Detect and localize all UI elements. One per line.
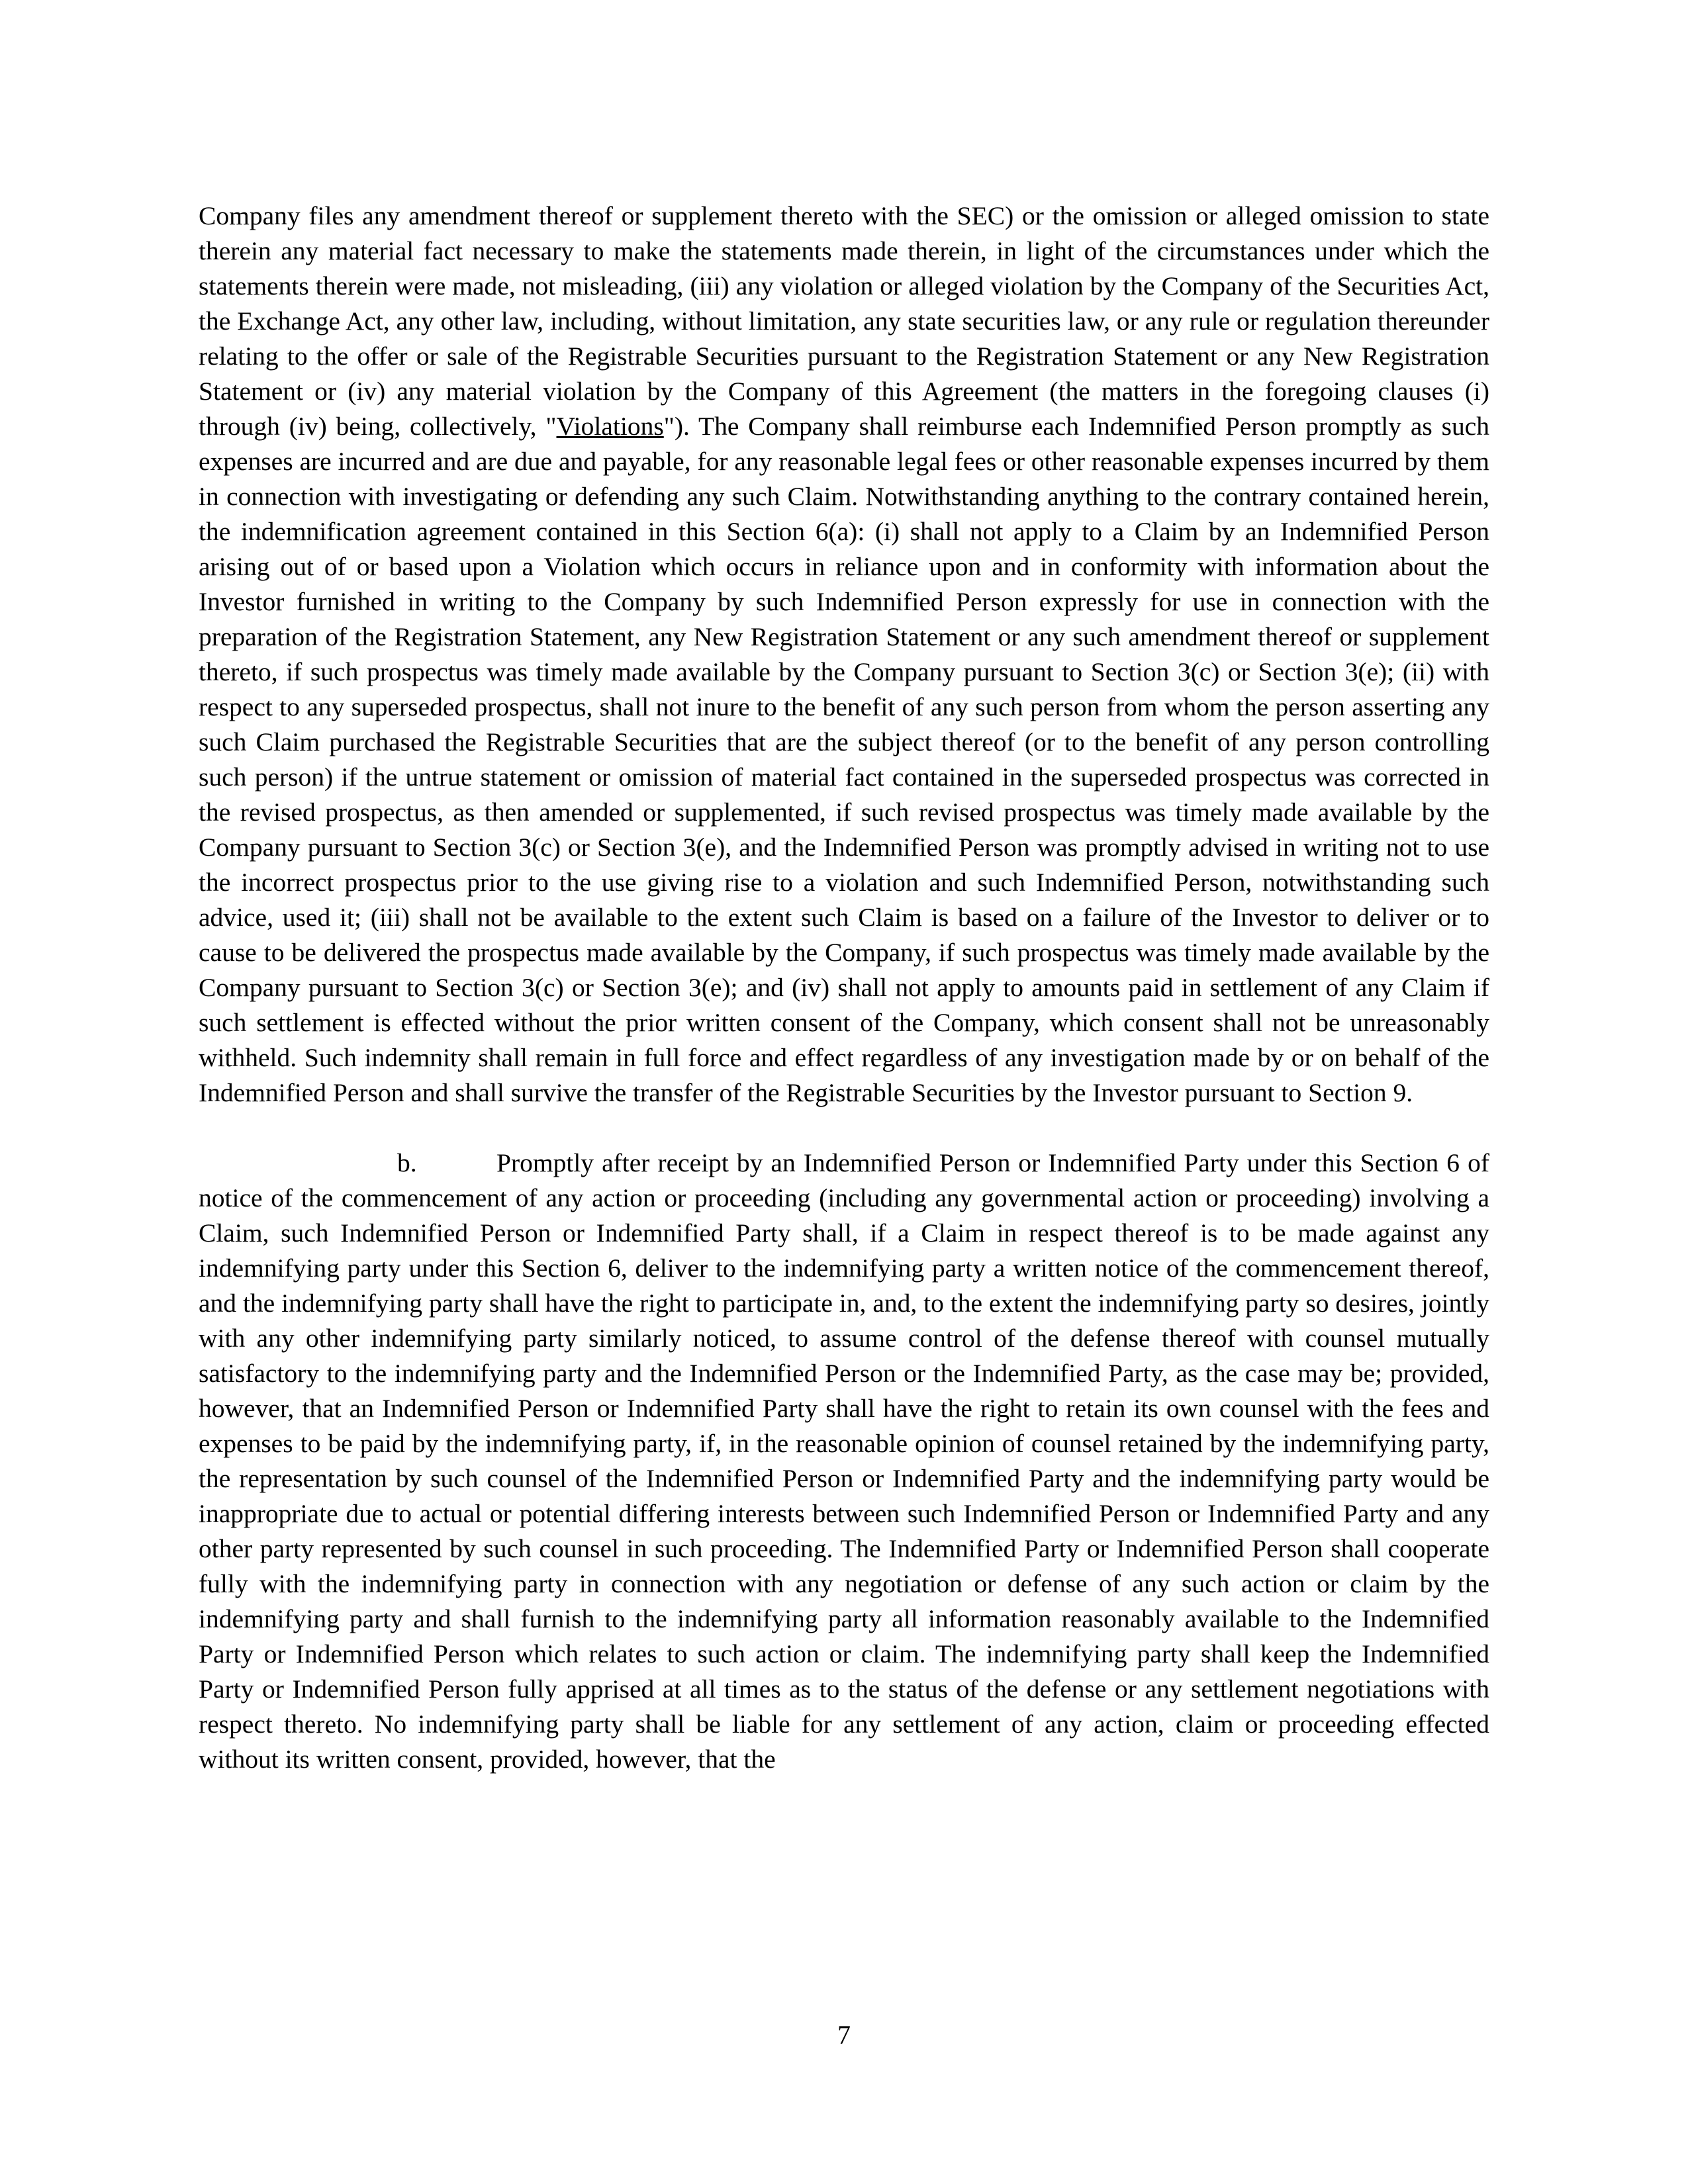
document-body — [199, 199, 1489, 1777]
paragraph-6b-text: Promptly after receipt by an Indemnified Person or Indemnified Party under this Section 6 of notice of the commencement of any action or proceeding (including any governmental action or proceeding) involving a Claim, such Indemnified Person or Indemnified Party shall, if a Claim in respect thereof is to be made against any indemnifying party under this Section 6, deliver to the indemnifying party a written notice of the commencement thereof, and the indemnifying party shall have the right to participate in, and, to the extent the indemnifying party so desires, jointly with any other indemnifying party similarly noticed, to assume control of the defense thereof with counsel mutually satisfactory to the indemnifying party and the Indemnified Person or the Indemnified Party, as the case may be; provided, however, that an Indemnified Person or Indemnified Party shall have the right to retain its own counsel with the fees and expenses to be paid by the indemnifying party, if, in the reasonable opinion of counsel retained by the indemnifying party, the representation by such counsel of the Indemnified Person or Indemnified Party and the indemnifying party would be inappropriate due to actual or potential differing interests between such Indemnified Person or Indemnified Party and any other party represented by such counsel in such proceeding. The Indemnified Party or Indemnified Person shall cooperate fully with the indemnifying party in connection with any negotiation or defense of any such action or claim by the indemnifying party and shall furnish to the indemnifying party all information reasonably available to the Indemnified Party or Indemnified Person which relates to such action or claim. The indemnifying party shall keep the Indemnified Party or Indemnified Person fully apprised at all times as to the status of the defense or any settlement negotiations with respect thereto. No indemnifying party shall be liable for any settlement of any action, claim or proceeding effected without its written consent, provided, however, that the — [199, 1148, 1489, 1774]
paragraph-text-part-1: Company files any amendment thereof or supplement thereto with the SEC) or the omission or alleged omission to state therein any material fact necessary to make the statements made therein, in light of the circumstances under which the statements therein were made, not misleading, (iii) any violation or alleged violation by the Company of the Securities Act, the Exchange Act, any other law, including, without limitation, any state securities law, or any rule or regulation thereunder relating to the offer or sale of the Registrable Securities pursuant to the Registration Statement or any New Registration Statement or (iv) any material violation by the Company of this Agreement (the matters in the foregoing clauses (i) through (iv) being, collectively, " — [199, 201, 1489, 441]
paragraph-section-6b — [199, 1146, 1489, 1777]
defined-term-violations: Violations — [556, 412, 664, 441]
paragraph-text-part-2: "). The Company shall reimburse each Indemnified Person promptly as such expenses are incurred and are due and payable, for any reasonable legal fees or other reasonable expenses incurred by them in connection with investigating or defending any such Claim. Notwithstanding anything to the contrary contained herein, the indemnification agreement contained in this Section 6(a): (i) shall not apply to a Claim by an Indemnified Person arising out of or based upon a Violation which occurs in reliance upon and in conformity with information about the Investor furnished in writing to the Company by such Indemnified Person expressly for use in connection with the preparation of the Registration Statement, any New Registration Statement or any such amendment thereof or supplement thereto, if such prospectus was timely made available by the Company pursuant to Section 3(c) or Section 3(e); (ii) with respect to any superseded prospectus, shall not inure to the benefit of any such person from whom the person asserting any such Claim purchased the Registrable Securities that are the subject thereof (or to the benefit of any person controlling such person) if the untrue statement or omission of material fact contained in the superseded prospectus was corrected in the revised prospectus, as then amended or supplemented, if such revised prospectus was timely made available by the Company pursuant to Section 3(c) or Section 3(e), and the Indemnified Person was promptly advised in writing not to use the incorrect prospectus prior to the use giving rise to a violation and such Indemnified Person, notwithstanding such advice, used it; (iii) shall not be available to the extent such Claim is based on a failure of the Investor to deliver or to cause to be delivered the prospectus made available by the Company, if such prospectus was timely made available by the Company pursuant to Section 3(c) or Section 3(e); and (iv) shall not apply to amounts paid in settlement of any Claim if such settlement is effected without the prior written consent of the Company, which consent shall not be unreasonably withheld. Such indemnity shall remain in full force and effect regardless of any investigation made by or on behalf of the Indemnified Person and shall survive the transfer of the Registrable Securities by the Investor pursuant to Section 9. — [199, 412, 1489, 1107]
paragraph-section-6a-continued — [199, 199, 1489, 1111]
clause-label-b: b. — [397, 1148, 417, 1177]
page-number: 7 — [837, 2020, 851, 2050]
